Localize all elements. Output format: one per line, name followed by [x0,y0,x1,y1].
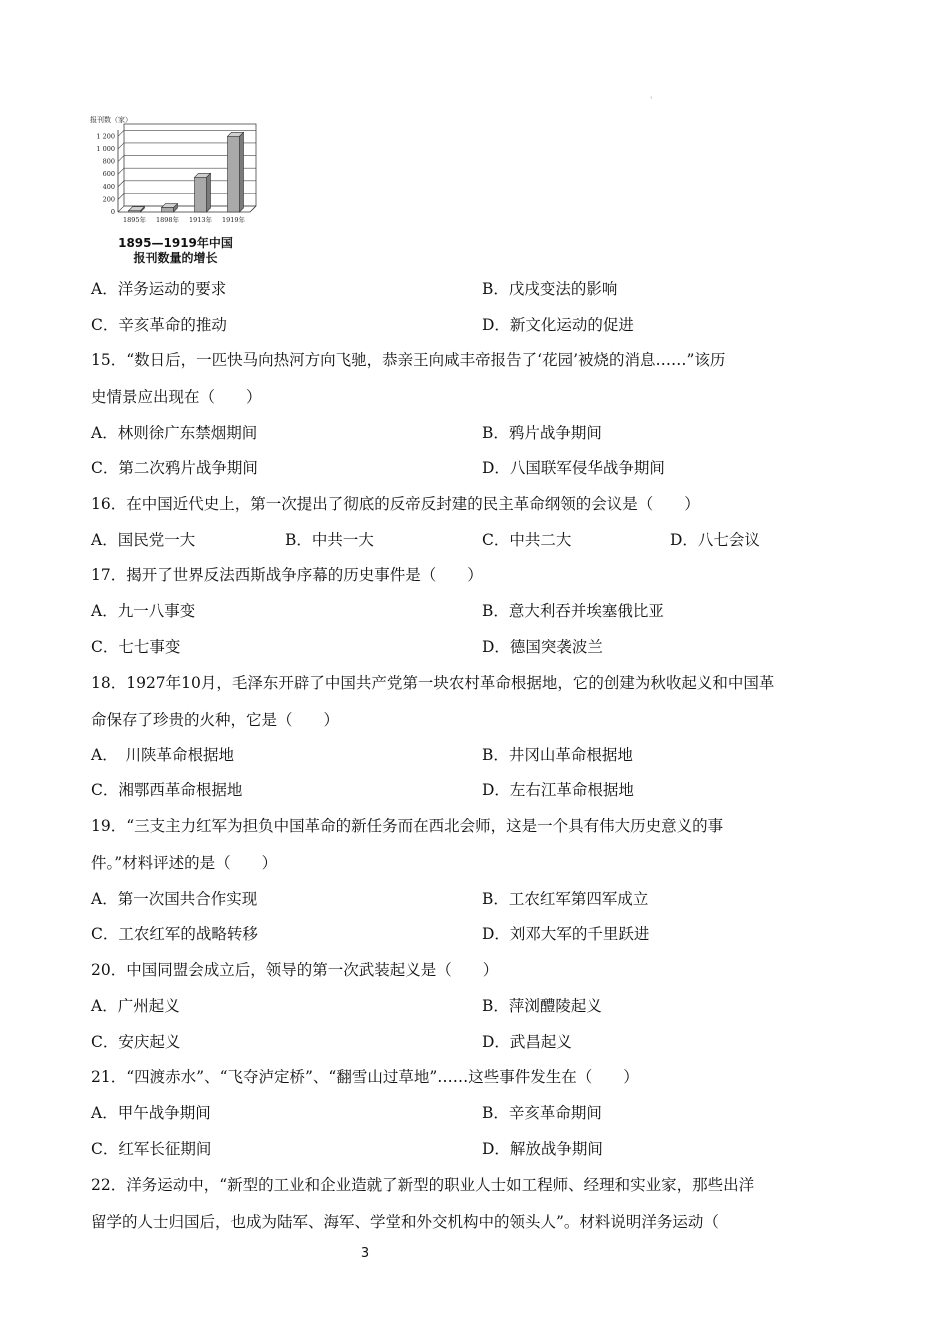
y-tick-label: 1 200 [96,132,115,141]
q18-stem-line-1: 18．1927年10月，毛泽东开辟了中国共产党第一块农村革命根据地，它的创建为秋收起义和中国革 [91,674,775,692]
q22-stem-line-1: 22．洋务运动中，“新型的工业和企业造就了新型的职业人士如工程师、经理和实业家，那些出洋 [91,1176,755,1194]
gridline-depth [118,168,124,174]
q21-option-b[interactable]: B．辛亥革命期间 [482,1104,602,1122]
q17-option-a[interactable]: A．九一八事变 [91,602,196,620]
gridline-depth [118,156,124,162]
chart-title-line-1: 1895—1919年中国 [118,236,233,250]
q18-option-a[interactable]: A． 川陕革命根据地 [91,746,234,764]
bar [228,136,240,212]
q17-option-d[interactable]: D．德国突袭波兰 [482,638,603,656]
y-axis-label: 报刊数（家） [90,116,132,124]
q16-stem: 16．在中国近代史上，第一次提出了彻底的反帝反封建的民主革命纲领的会议是（ ） [91,495,700,513]
q20-option-c[interactable]: C．安庆起义 [91,1033,181,1051]
q21-option-c[interactable]: C．红军长征期间 [91,1140,212,1158]
q20-stem: 20．中国同盟会成立后，领导的第一次武装起义是（ ） [91,961,499,979]
q15-option-a[interactable]: A．林则徐广东禁烟期间 [91,424,258,442]
q17-option-c[interactable]: C．七七事变 [91,638,181,656]
q15-option-b[interactable]: B．鸦片战争期间 [482,424,602,442]
q21-stem: 21．“四渡赤水”、“飞夺泸定桥”、“翻雪山过草地”……这些事件发生在（ ） [91,1068,639,1086]
gridline-depth [118,206,124,212]
y-tick-label: 1 000 [96,144,115,153]
q16-option-d[interactable]: D．八七会议 [670,531,760,549]
q18-option-c[interactable]: C．湘鄂西革命根据地 [91,781,243,799]
bar-side [207,173,211,212]
y-tick-label: 600 [102,170,115,179]
q19-option-b[interactable]: B．工农红军第四军成立 [482,890,649,908]
x-tick-label: 1895年 [122,216,147,224]
gridline-depth [118,181,124,187]
x-tick-label: 1919年 [221,216,246,224]
bar [129,211,141,212]
q18-option-d[interactable]: D．左右江革命根据地 [482,781,634,799]
q14-option-d[interactable]: D．新文化运动的促进 [482,316,634,334]
q19-stem-line-2: 件。”材料评述的是（ ） [91,854,278,872]
q18-option-b[interactable]: B．井冈山革命根据地 [482,746,633,764]
q22-stem-line-2: 留学的人士归国后，也成为陆军、海军、学堂和外交机构中的领头人”。材料说明洋务运动（ [91,1213,719,1231]
page-number: 3 [360,1246,370,1261]
q15-stem-line-2: 史情景应出现在（ ） [91,388,262,406]
q21-option-a[interactable]: A．甲午战争期间 [91,1104,211,1122]
q14-option-b[interactable]: B．戊戌变法的影响 [482,280,618,298]
scan-mark: ˈ [650,96,653,105]
newspaper-count-chart [88,112,263,292]
q20-option-a[interactable]: A．广州起义 [91,997,180,1015]
q18-stem-line-2: 命保存了珍贵的火种，它是（ ） [91,711,340,729]
q14-option-a[interactable]: A．洋务运动的要求 [91,280,227,298]
bar [162,208,174,212]
gridline-depth [118,130,124,136]
bar-chart [88,112,263,234]
q19-option-d[interactable]: D．刘邓大军的千里跃进 [482,925,650,943]
q21-option-d[interactable]: D．解放战争期间 [482,1140,603,1158]
q19-stem-line-1: 19．“三支主力红军为担负中国革命的新任务而在西北会师，这是一个具有伟大历史意义的事 [91,817,724,835]
q14-option-c[interactable]: C．辛亥革命的推动 [91,316,227,334]
q16-option-c[interactable]: C．中共二大 [482,531,572,549]
gridline-depth [118,193,124,199]
q16-option-b[interactable]: B．中共一大 [285,531,374,549]
chart-title-line-2: 报刊数量的增长 [133,251,218,265]
y-tick-label: 400 [102,182,115,191]
bar-side [240,132,244,212]
x-tick-label: 1913年 [188,216,213,224]
gridline-depth [118,143,124,149]
y-tick-label: 0 [110,208,115,216]
q19-option-a[interactable]: A．第一次国共合作实现 [91,890,258,908]
q17-option-b[interactable]: B．意大利吞并埃塞俄比亚 [482,602,664,620]
q20-option-b[interactable]: B．萍浏醴陵起义 [482,997,602,1015]
q15-option-d[interactable]: D．八国联军侵华战争期间 [482,459,665,477]
bar [195,177,207,212]
q16-option-a[interactable]: A．国民党一大 [91,531,196,549]
x-axis-depth [250,206,256,212]
q17-stem: 17．揭开了世界反法西斯战争序幕的历史事件是（ ） [91,566,483,584]
y-tick-label: 200 [102,195,115,204]
q20-option-d[interactable]: D．武昌起义 [482,1033,572,1051]
q15-stem-line-1: 15．“数日后，一匹快马向热河方向飞驰，恭亲王向咸丰帝报告了‘花园’被烧的消息……”该历 [91,351,726,369]
x-tick-label: 1898年 [155,216,180,224]
y-tick-label: 800 [102,157,115,166]
q19-option-c[interactable]: C．工农红军的战略转移 [91,925,258,943]
q15-option-c[interactable]: C．第二次鸦片战争期间 [91,459,258,477]
